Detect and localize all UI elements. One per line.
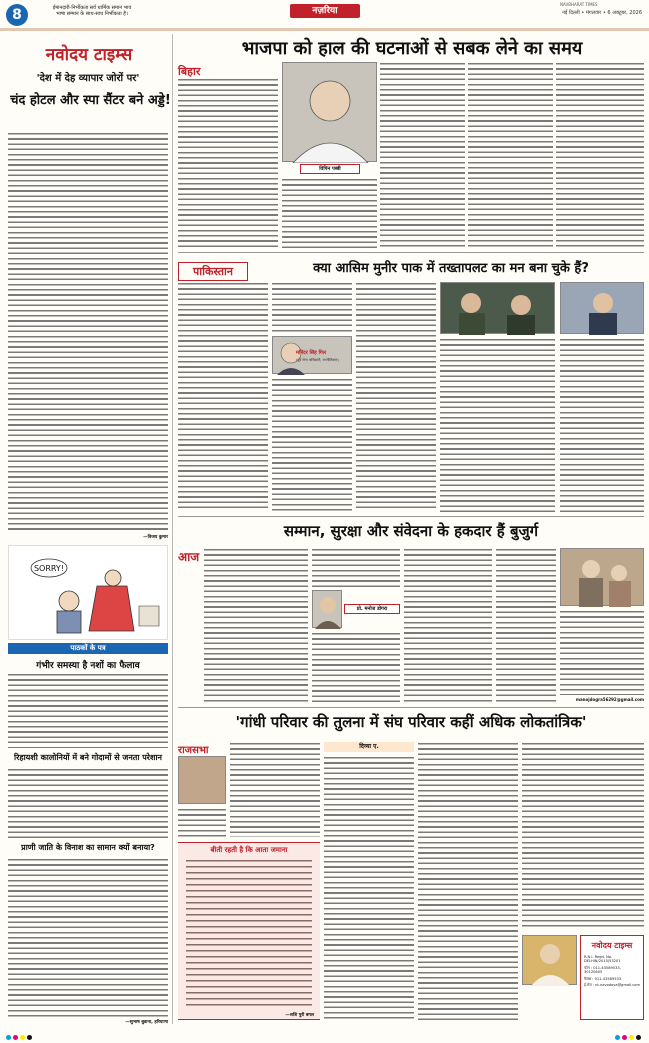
footer-regd: R.N.I. Regd. No. DELHIN/2013/53201	[584, 955, 621, 964]
slogan	[32, 5, 152, 18]
cartoon-speech: SORRY!	[33, 564, 65, 573]
lead-byline: —विजय कुमार	[143, 535, 168, 540]
cartoon-drawing	[9, 546, 169, 641]
pak-col-1	[178, 282, 268, 512]
lead-subhead: 'देश में देह व्यापार जोरों पर'	[36, 73, 140, 84]
gandhi-col-1b	[178, 808, 226, 838]
slogan-line-1: ईमानदारी-निर्भीकता सर्व धार्मिक समान भाव	[52, 5, 132, 11]
gandhi-photo-2	[522, 935, 577, 985]
letter-body-2	[8, 768, 168, 838]
footer-fax: फैक्स : 011-43589533	[584, 976, 622, 981]
pak-author-note: (पूर्व सेना अधिकारी, रणनीतिकार)	[296, 358, 339, 362]
letters-signer: —सुभाष बुडाना, हरियाणा	[125, 1020, 168, 1025]
pak-headline: क्या आसिम मुनीर पाक में तख्तापलट का मन बना चुके हैं?	[313, 261, 589, 276]
color-registration-dots-left	[6, 1035, 34, 1041]
main-author: विपिन पब्बी	[300, 164, 360, 174]
pak-col-5	[560, 338, 644, 512]
dogra-portrait	[313, 591, 343, 629]
masthead: नवोदय टाइम्स	[45, 45, 133, 65]
main-col-2	[282, 178, 377, 248]
pak-kicker: पाकिस्तान	[178, 262, 248, 281]
gandhi-headline: 'गांधी परिवार की तुलना में संघ परिवार कहीं अधिक लोकतांत्रिक'	[235, 713, 587, 731]
divider-2	[178, 516, 644, 517]
cartoon	[8, 545, 168, 640]
page-number: 8	[6, 4, 28, 26]
elder-kicker: आज	[178, 550, 200, 564]
gandhi-portrait	[523, 936, 578, 986]
portrait-drawing	[283, 63, 378, 163]
gandhi-col-1a	[230, 742, 320, 837]
pak-col-3	[356, 282, 436, 512]
color-registration-dots-right	[615, 1035, 643, 1041]
poem-signer: —शशि पुरी बगल	[285, 1013, 314, 1018]
elder-headline: सम्मान, सुरक्षा और संवेदना के हकदार हैं बुजुर्ग	[283, 522, 539, 540]
pak-photo-army	[440, 282, 555, 334]
main-col-1	[178, 78, 278, 248]
divider-1	[178, 252, 644, 253]
pak-col-2a	[272, 282, 352, 334]
column-rule	[172, 34, 173, 1024]
main-headline: भाजपा को हाल की घटनाओं से सबक लेने का समय	[241, 38, 583, 59]
footer-email: ई-मेल : nt.navodaya@gmail.com	[584, 983, 640, 988]
main-col-4	[468, 62, 553, 248]
gandhi-col-2	[324, 756, 414, 1020]
gandhi-photo-1	[178, 756, 226, 804]
main-col-3	[380, 62, 465, 248]
elder-col-3	[404, 548, 492, 703]
web-top: NAVBHARAT TIMES	[560, 2, 598, 7]
pak-photo-official	[560, 282, 644, 334]
elder-col-2b	[312, 632, 400, 703]
footer-masthead: नवोदय टाइम्स	[591, 941, 633, 950]
date-line: नई दिल्ली • मंगलवार • 6 अक्टूबर, 2026	[562, 10, 642, 16]
elder-col-5	[560, 610, 644, 695]
elder-photo	[560, 548, 644, 606]
lead-body	[8, 132, 168, 532]
pak-col-4	[440, 338, 555, 512]
author-photo-dogra	[312, 590, 342, 628]
bottom-bar	[0, 1032, 649, 1043]
poem-title: बीती रहती है कि आता जमाना	[210, 846, 288, 854]
lead-headline: चंद होटल और स्पा सैंटर बने अड्डे!	[10, 93, 171, 108]
main-kicker: बिहार	[178, 65, 201, 78]
gandhi-col-4	[522, 742, 644, 930]
elder-author: प्रो. मनोज डोगरा	[344, 604, 400, 614]
official-photo	[561, 283, 645, 335]
author-photo-vipin	[282, 62, 377, 162]
divider-3	[178, 707, 644, 708]
section-banner: नज़रिया	[290, 4, 360, 18]
letter-title-2: रिहायशी कालोनियों में बने गोदामों से जनता परेशान	[14, 753, 162, 762]
gandhi-kicker: राजसभा	[178, 745, 209, 756]
pak-col-2b	[272, 378, 352, 512]
slogan-line-2: भाषा सम्मान के साथ-साथ निर्भीकता है।	[56, 11, 128, 18]
elder-email: manojdogra56292@gmail.com	[575, 697, 644, 702]
footer-phone: फोन : 011-43589533, 30120605	[584, 965, 621, 975]
letter-body-3	[8, 858, 168, 1018]
elder-col-1	[178, 548, 308, 703]
pak-author: मनिंदर सिंह गिल	[296, 350, 327, 356]
letters-banner: पाठकों के पत्र	[8, 643, 168, 654]
elder-col-2a	[312, 548, 400, 588]
poem-lines	[186, 859, 312, 1009]
footer-box	[580, 935, 644, 1020]
gandhi-col-3	[418, 742, 518, 1020]
munir-photo	[441, 283, 556, 335]
letter-title-1: गंभीर समस्या है नशों का फैलाव	[36, 661, 140, 671]
letter-title-3: प्राणी जाति के विनाश का सामान क्यों बनाया?	[21, 843, 155, 852]
main-col-5	[556, 62, 644, 248]
poem-box	[178, 842, 320, 1020]
gill-portrait	[273, 337, 353, 375]
header-divider	[0, 28, 649, 31]
elder-col-4	[496, 548, 556, 703]
elderly-photo	[561, 549, 645, 607]
letter-body-1	[8, 673, 168, 748]
gandhi-author: दिव्या ए.	[324, 742, 414, 752]
